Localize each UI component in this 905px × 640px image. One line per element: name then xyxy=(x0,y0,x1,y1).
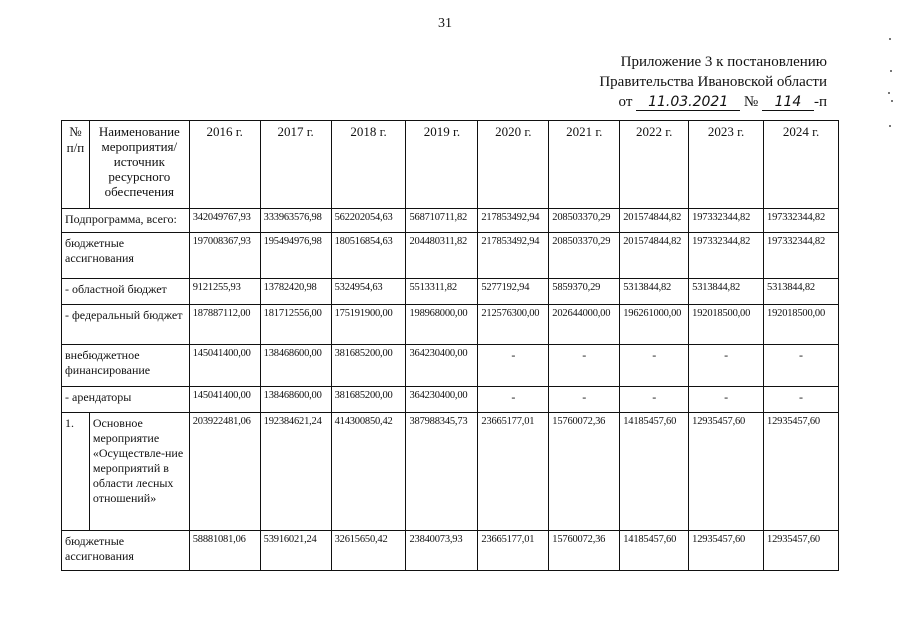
header-year: 2024 г. xyxy=(764,121,839,209)
cell-value: 364230400,00 xyxy=(406,387,478,413)
header-year: 2023 г. xyxy=(689,121,764,209)
row-label: бюджетные ассигнования xyxy=(62,233,190,279)
appendix-header xyxy=(599,52,827,112)
cell-value: 5513311,82 xyxy=(406,279,478,305)
cell-value: 12935457,60 xyxy=(689,413,764,531)
cell-value: 342049767,93 xyxy=(189,209,260,233)
number-suffix: -п xyxy=(813,94,827,110)
cell-value: 5313844,82 xyxy=(620,279,689,305)
table-row xyxy=(62,387,839,413)
cell-value: 5313844,82 xyxy=(689,279,764,305)
table-row-main-activity xyxy=(62,413,839,531)
from-label: от xyxy=(618,94,633,110)
header-year: 2016 г. xyxy=(189,121,260,209)
row-label: - областной бюджет xyxy=(62,279,190,305)
appendix-line-2: Правительства Ивановской области xyxy=(599,74,827,90)
cell-value: - xyxy=(689,387,764,413)
page-number: 31 xyxy=(438,16,452,31)
header-year: 2021 г. xyxy=(549,121,620,209)
cell-value: - xyxy=(764,387,839,413)
table-header-row xyxy=(62,121,839,209)
cell-value: 14185457,60 xyxy=(620,413,689,531)
table-row xyxy=(62,345,839,387)
header-year: 2020 г. xyxy=(478,121,549,209)
budget-table xyxy=(61,120,839,571)
cell-value: 23840073,93 xyxy=(406,531,478,571)
cell-value: - xyxy=(478,345,549,387)
table-row xyxy=(62,305,839,345)
appendix-line-1: Приложение 3 к постановлению xyxy=(620,54,827,70)
cell-value: 192384621,24 xyxy=(260,413,331,531)
cell-value: 138468600,00 xyxy=(260,345,331,387)
cell-value: 197332344,82 xyxy=(689,233,764,279)
row-label: - федеральный бюджет xyxy=(62,305,190,345)
cell-value: 568710711,82 xyxy=(406,209,478,233)
cell-value: 5277192,94 xyxy=(478,279,549,305)
cell-value: 212576300,00 xyxy=(478,305,549,345)
handwritten-date: 11.03.2021 xyxy=(636,94,740,111)
cell-value: 196261000,00 xyxy=(620,305,689,345)
cell-value: 202644000,00 xyxy=(549,305,620,345)
cell-value: 197008367,93 xyxy=(189,233,260,279)
cell-value: 195494976,98 xyxy=(260,233,331,279)
cell-value: 192018500,00 xyxy=(764,305,839,345)
header-year: 2019 г. xyxy=(406,121,478,209)
cell-value: - xyxy=(549,387,620,413)
header-year: 2017 г. xyxy=(260,121,331,209)
table-row xyxy=(62,531,839,571)
cell-value: 381685200,00 xyxy=(331,345,406,387)
cell-value: - xyxy=(620,387,689,413)
cell-value: 145041400,00 xyxy=(189,387,260,413)
cell-value: 9121255,93 xyxy=(189,279,260,305)
cell-value: 364230400,00 xyxy=(406,345,478,387)
cell-value: 387988345,73 xyxy=(406,413,478,531)
table-row xyxy=(62,209,839,233)
cell-value: 12935457,60 xyxy=(689,531,764,571)
cell-value: - xyxy=(478,387,549,413)
cell-value: 201574844,82 xyxy=(620,233,689,279)
number-sign: № xyxy=(743,94,759,110)
cell-value: - xyxy=(549,345,620,387)
row-label: внебюджетное финансирование xyxy=(62,345,190,387)
cell-value: 208503370,29 xyxy=(549,209,620,233)
cell-value: 201574844,82 xyxy=(620,209,689,233)
cell-value: 14185457,60 xyxy=(620,531,689,571)
cell-value: 204480311,82 xyxy=(406,233,478,279)
cell-value: 197332344,82 xyxy=(764,233,839,279)
cell-value: 138468600,00 xyxy=(260,387,331,413)
cell-value: 12935457,60 xyxy=(764,413,839,531)
cell-value: 5313844,82 xyxy=(764,279,839,305)
cell-value: 12935457,60 xyxy=(764,531,839,571)
item-name: Основное мероприятие «Осуществле-ние мероприятий в области лесных отношений» xyxy=(89,413,189,531)
cell-value: 198968000,00 xyxy=(406,305,478,345)
cell-value: 145041400,00 xyxy=(189,345,260,387)
cell-value: 181712556,00 xyxy=(260,305,331,345)
cell-value: 208503370,29 xyxy=(549,233,620,279)
cell-value: 23665177,01 xyxy=(478,413,549,531)
cell-value: 15760072,36 xyxy=(549,531,620,571)
cell-value: 53916021,24 xyxy=(260,531,331,571)
cell-value: 5859370,29 xyxy=(549,279,620,305)
cell-value: 23665177,01 xyxy=(478,531,549,571)
cell-value: 217853492,94 xyxy=(478,233,549,279)
row-label: - арендаторы xyxy=(62,387,190,413)
cell-value: 414300850,42 xyxy=(331,413,406,531)
cell-value: 175191900,00 xyxy=(331,305,406,345)
cell-value: 192018500,00 xyxy=(689,305,764,345)
header-num: № п/п xyxy=(62,121,90,209)
cell-value: 58881081,06 xyxy=(189,531,260,571)
cell-value: 197332344,82 xyxy=(689,209,764,233)
cell-value: - xyxy=(620,345,689,387)
row-label: бюджетные ассигнования xyxy=(62,531,190,571)
header-year: 2022 г. xyxy=(620,121,689,209)
cell-value: - xyxy=(764,345,839,387)
cell-value: 333963576,98 xyxy=(260,209,331,233)
row-label: Подпрограмма, всего: xyxy=(62,209,190,233)
cell-value: 15760072,36 xyxy=(549,413,620,531)
cell-value: 562202054,63 xyxy=(331,209,406,233)
table-row xyxy=(62,279,839,305)
cell-value: 217853492,94 xyxy=(478,209,549,233)
table-row xyxy=(62,233,839,279)
item-number: 1. xyxy=(62,413,90,531)
scan-specks xyxy=(887,30,895,150)
cell-value: - xyxy=(689,345,764,387)
cell-value: 13782420,98 xyxy=(260,279,331,305)
cell-value: 32615650,42 xyxy=(331,531,406,571)
cell-value: 381685200,00 xyxy=(331,387,406,413)
cell-value: 180516854,63 xyxy=(331,233,406,279)
cell-value: 197332344,82 xyxy=(764,209,839,233)
cell-value: 203922481,06 xyxy=(189,413,260,531)
handwritten-number: 114 xyxy=(762,94,814,111)
cell-value: 5324954,63 xyxy=(331,279,406,305)
cell-value: 187887112,00 xyxy=(189,305,260,345)
appendix-line-3 xyxy=(599,92,827,112)
header-year: 2018 г. xyxy=(331,121,406,209)
header-name: Наименование мероприятия/ источник ресурсного обеспечения xyxy=(89,121,189,209)
